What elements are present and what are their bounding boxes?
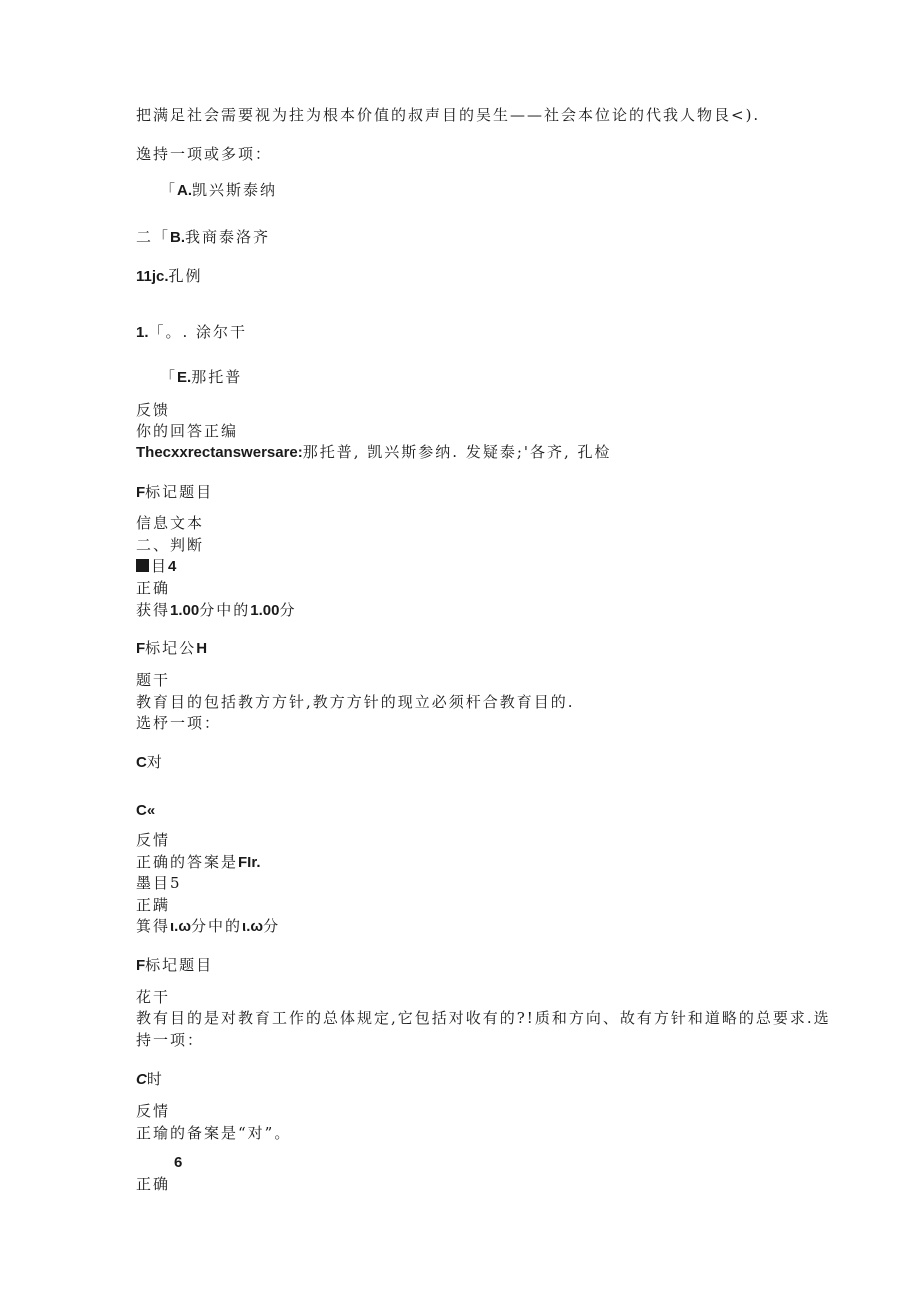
feedback-result: 你的回答正编 — [136, 422, 239, 440]
option-true[interactable] — [136, 1069, 164, 1090]
correct-answers-prefix: Thecxxrectanswersare: — [136, 444, 303, 461]
option-e[interactable] — [160, 367, 242, 388]
option-false-radio[interactable]: C« — [136, 802, 156, 819]
flag-icon: F — [136, 957, 146, 974]
question-status: 正确 — [136, 579, 171, 597]
section-title: 二、判断 — [136, 536, 205, 554]
option-true[interactable] — [136, 752, 164, 773]
choose-instruction: 选杼一项： — [136, 714, 222, 732]
option-e-checkbox[interactable]: 「 — [160, 368, 178, 386]
question-status: 正蹒 — [136, 896, 171, 914]
correct-answers-text: 那托普, 凯兴斯参纳. 发疑泰;'各齐, 孔检 — [302, 443, 612, 461]
choose-instruction: 逸持一项或多项： — [136, 145, 273, 163]
option-a-text: 凯兴斯泰纳 — [192, 181, 278, 199]
square-icon — [136, 559, 149, 572]
correct-answers — [136, 442, 612, 463]
option-a[interactable] — [160, 180, 277, 201]
option-b-text: 我商泰洛齐 — [185, 228, 271, 246]
grade-max: 1.00 — [250, 602, 280, 619]
grade-value: 1.00 — [170, 602, 200, 619]
option-e-letter: E. — [177, 369, 192, 386]
stem-label: 花干 — [136, 988, 171, 1006]
option-d-letter: 1. — [136, 324, 149, 341]
flag-question-label: 标圮题目 — [145, 956, 214, 974]
option-b-checkbox[interactable]: 二「 — [136, 228, 171, 246]
correct-answer-value: FIr. — [238, 854, 261, 871]
question-status: 正确 — [136, 1175, 171, 1193]
flag-question-label: 标记题目 — [145, 483, 214, 501]
question-number-value: 4 — [168, 558, 177, 575]
question-number: 墨目5 — [136, 874, 182, 892]
question-number-prefix: 目 — [151, 557, 169, 575]
flag-question-link[interactable] — [136, 482, 213, 503]
feedback-label: 反情 — [136, 831, 171, 849]
grade-max: ι.ω — [242, 918, 264, 935]
option-c-letter: 11jc. — [136, 268, 169, 285]
question-grade — [136, 600, 296, 621]
flag-question-link[interactable] — [136, 955, 213, 976]
option-true-text: 对 — [146, 753, 164, 771]
feedback-label: 反情 — [136, 1102, 171, 1120]
option-e-text: 那托普 — [191, 368, 243, 386]
question-stem: 把满足社会需要视为拄为根本价值的叔声目的吴生——社会本位论的代我人物艮<). — [136, 106, 761, 124]
stem-label: 题干 — [136, 671, 171, 689]
grade-pre: 箕得 — [136, 917, 171, 935]
correct-answer — [136, 852, 261, 873]
flag-question-label: 标圮公 — [145, 639, 197, 657]
flag-icon: F — [136, 484, 146, 501]
option-true-text: 时 — [146, 1070, 164, 1088]
feedback-label: 反馈 — [136, 401, 171, 419]
question-stem-cont: 持一项： — [136, 1031, 205, 1049]
grade-value: ι.ω — [170, 918, 192, 935]
grade-post: 分 — [279, 601, 297, 619]
flag-icon: F — [136, 640, 146, 657]
grade-mid: 分中的 — [199, 601, 251, 619]
flag-suffix: H — [196, 640, 208, 657]
correct-answer: 正瑜的备案是“对”。 — [136, 1124, 292, 1142]
question-number — [136, 556, 176, 577]
question-stem: 教育目的包括教方方针,教方方针的现立必须杆合教育目的. — [136, 693, 575, 711]
grade-pre: 获得 — [136, 601, 171, 619]
option-a-letter: A. — [177, 182, 193, 199]
option-c-text: 孔例 — [168, 267, 203, 285]
option-d[interactable] — [136, 322, 247, 343]
flag-question-link[interactable] — [136, 638, 207, 659]
question-number: 6 — [174, 1154, 183, 1171]
grade-post: 分 — [263, 917, 281, 935]
option-b[interactable] — [136, 227, 270, 248]
option-false[interactable] — [136, 800, 155, 821]
option-d-text: 「。. 涂尔干 — [148, 323, 248, 341]
question-grade — [136, 916, 280, 937]
option-true-radio[interactable]: C — [136, 754, 147, 771]
option-c[interactable] — [136, 266, 203, 287]
grade-mid: 分中的 — [191, 917, 243, 935]
option-b-letter: B. — [170, 229, 186, 246]
option-true-radio[interactable]: C — [136, 1071, 147, 1088]
question-stem: 教有目的是对教育工作的总体规定,它包括对收有的?!质和方向、故有方针和道略的总要求.选 — [136, 1009, 831, 1027]
info-text-label: 信息文本 — [136, 514, 205, 532]
correct-answer-pre: 正确的答案是 — [136, 853, 239, 871]
option-a-checkbox[interactable]: 「 — [160, 181, 178, 199]
